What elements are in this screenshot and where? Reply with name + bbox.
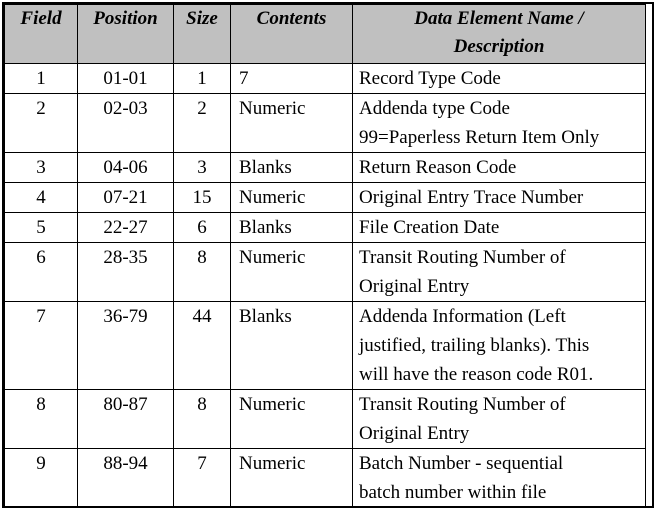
cell-field: 2 — [5, 94, 78, 153]
cell-description — [353, 153, 646, 183]
cell-contents: Numeric — [231, 94, 353, 153]
cell-contents: Blanks — [231, 213, 353, 243]
cell-size: 7 — [174, 449, 231, 508]
description-line: Addenda type Code — [359, 98, 510, 119]
cell-field: 7 — [5, 302, 78, 390]
description-line: batch number within file — [359, 482, 547, 503]
cell-contents: Numeric — [231, 449, 353, 508]
cell-position: 02-03 — [78, 94, 174, 153]
table-row — [5, 153, 646, 183]
cell-position: 22-27 — [78, 213, 174, 243]
cell-contents: 7 — [231, 64, 353, 94]
cell-position: 80-87 — [78, 390, 174, 449]
cell-position: 04-06 — [78, 153, 174, 183]
table-row — [5, 302, 646, 390]
cell-description — [353, 243, 646, 302]
description-line: Original Entry — [359, 423, 470, 444]
cell-size: 15 — [174, 183, 231, 213]
cell-field: 1 — [5, 64, 78, 94]
description-line: Batch Number - sequential — [359, 453, 564, 474]
description-line: will have the reason code R01. — [359, 364, 594, 385]
cell-size: 1 — [174, 64, 231, 94]
header-description — [353, 5, 646, 64]
cell-description — [353, 213, 646, 243]
cell-contents: Numeric — [231, 183, 353, 213]
cell-description — [353, 449, 646, 508]
description-line: Original Entry Trace Number — [359, 187, 584, 208]
header-description-line1: Data Element Name / — [414, 8, 584, 29]
description-line: Original Entry — [359, 276, 470, 297]
cell-position: 28-35 — [78, 243, 174, 302]
table-row — [5, 64, 646, 94]
cell-field: 6 — [5, 243, 78, 302]
cell-size: 8 — [174, 390, 231, 449]
header-contents: Contents — [231, 5, 353, 64]
description-line: Transit Routing Number of — [359, 394, 566, 415]
description-line: Addenda Information (Left — [359, 306, 566, 327]
description-line: Transit Routing Number of — [359, 247, 566, 268]
description-line: Return Reason Code — [359, 157, 517, 178]
description-line: justified, trailing blanks). This — [359, 335, 590, 356]
description-line: File Creation Date — [359, 217, 500, 238]
cell-size: 2 — [174, 94, 231, 153]
cell-size: 6 — [174, 213, 231, 243]
cell-description — [353, 302, 646, 390]
cell-description — [353, 94, 646, 153]
description-line: 99=Paperless Return Item Only — [359, 127, 600, 148]
header-size: Size — [174, 5, 231, 64]
cell-contents: Blanks — [231, 302, 353, 390]
cell-contents: Numeric — [231, 390, 353, 449]
cell-position: 07-21 — [78, 183, 174, 213]
cell-position: 36-79 — [78, 302, 174, 390]
table-row — [5, 94, 646, 153]
cell-contents: Blanks — [231, 153, 353, 183]
cell-field: 9 — [5, 449, 78, 508]
table-row — [5, 390, 646, 449]
table-row — [5, 243, 646, 302]
cell-description — [353, 390, 646, 449]
header-position: Position — [78, 5, 174, 64]
cell-size: 8 — [174, 243, 231, 302]
cell-description — [353, 183, 646, 213]
table-row — [5, 183, 646, 213]
cell-field: 4 — [5, 183, 78, 213]
header-row — [5, 5, 646, 64]
record-layout-table — [4, 4, 646, 508]
table-row — [5, 213, 646, 243]
cell-size: 3 — [174, 153, 231, 183]
header-field: Field — [5, 5, 78, 64]
header-description-line2: Description — [453, 36, 545, 57]
cell-position: 01-01 — [78, 64, 174, 94]
table-row — [5, 449, 646, 508]
cell-field: 3 — [5, 153, 78, 183]
cell-field: 8 — [5, 390, 78, 449]
cell-field: 5 — [5, 213, 78, 243]
cell-description — [353, 64, 646, 94]
description-line: Record Type Code — [359, 68, 501, 89]
cell-contents: Numeric — [231, 243, 353, 302]
cell-position: 88-94 — [78, 449, 174, 508]
cell-size: 44 — [174, 302, 231, 390]
